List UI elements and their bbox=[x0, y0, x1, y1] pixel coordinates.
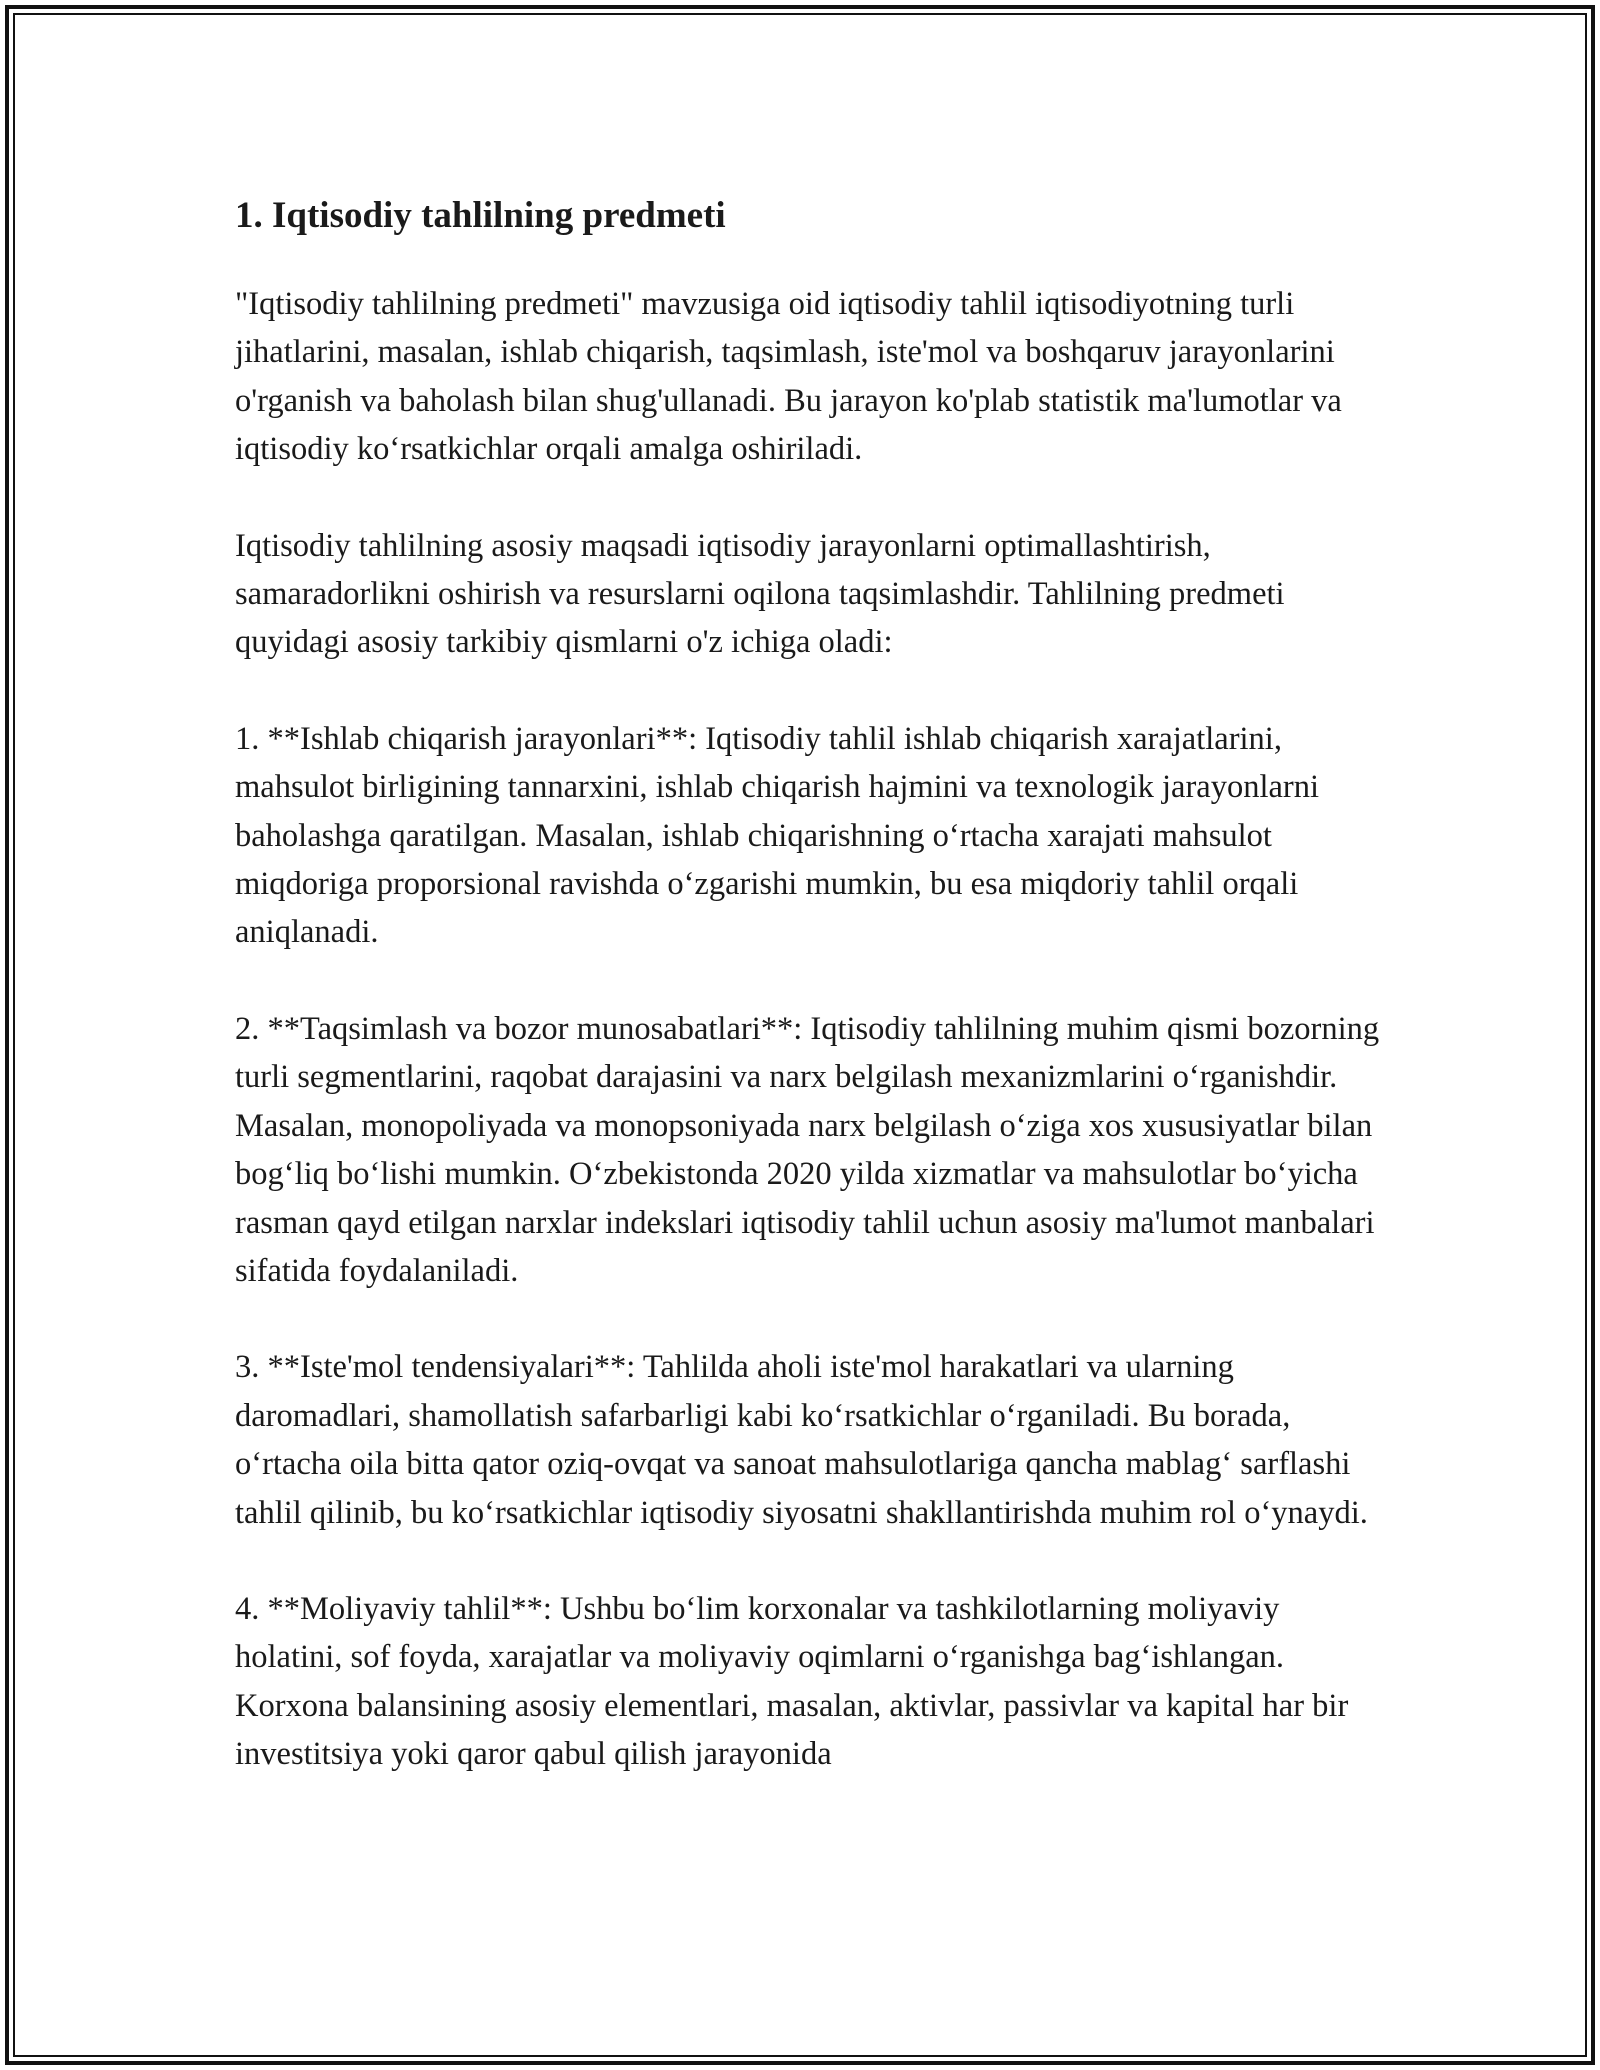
section-heading: 1. Iqtisodiy tahlilning predmeti bbox=[235, 195, 726, 236]
list-item-distribution: 2. **Taqsimlash va bozor munosabatlari**: Iqtisodiy tahlilning muhim qismi bozorning turli segmentlarini, raqobat darajasini va narx belgilash mexanizmlarini o‘rganishdir. Masalan, monopoliyada va monopsoniyada narx belgilash o‘ziga xos xususiyatlar bilan bog‘liq bo‘lishi mumkin. O‘zbekistonda 2020 yilda xizmatlar va mahsulotlar bo‘yicha rasman qayd etilgan narxlar indekslari iqtisodiy tahlil uchun asosiy ma'lumot manbalari sifatida foydalaniladi. bbox=[235, 1010, 1380, 1289]
list-item-finance: 4. **Moliyaviy tahlil**: Ushbu bo‘lim korxonalar va tashkilotlarning moliyaviy holatini, sof foyda, xarajatlar va moliyaviy oqimlarni o‘rganishga bag‘ishlangan. Korxona balansining asosiy elementlari, masalan, aktivlar, passivlar va kapital har bir investitsiya yoki qaror qabul qilish jarayonida bbox=[235, 1590, 1349, 1773]
goal-paragraph: Iqtisodiy tahlilning asosiy maqsadi iqtisodiy jarayonlarni optimallashtirish, samaradorlikni oshirish va resurslarni oqilona taqsimlashdir. Tahlilning predmeti quyidagi asosiy tarkibiy qismlarni o'z ichiga oladi: bbox=[235, 527, 1285, 661]
list-item-consumption: 3. **Iste'mol tendensiyalari**: Tahlilda aholi iste'mol harakatlari va ularning daromadlari, shamollatish safarbarligi kabi ko‘rsatkichlar o‘rganiladi. Bu borada, o‘rtacha oila bitta qator oziq-ovqat va sanoat mahsulotlariga qancha mablag‘ sarflashi tahlil qilinib, bu ko‘rsatkichlar iqtisodiy siyosatni shakllantirishda muhim rol o‘ynaydi. bbox=[235, 1349, 1368, 1531]
list-item-production: 1. **Ishlab chiqarish jarayonlari**: Iqtisodiy tahlil ishlab chiqarish xarajatlarini, mahsulot birligining tannarxini, ishlab chiqarish hajmini va texnologik jarayonlarni baholashga qaratilgan. Masalan, ishlab chiqarishning o‘rtacha xarajati mahsulot miqdoriga proporsional ravishda o‘zgarishi mumkin, bu esa miqdoriy tahlil orqali aniqlanadi. bbox=[235, 720, 1320, 951]
intro-paragraph: "Iqtisodiy tahlilning predmeti" mavzusiga oid iqtisodiy tahlil iqtisodiyotning turli jihatlarini, masalan, ishlab chiqarish, taqsimlash, iste'mol va boshqaruv jarayonlarini o'rganish va baholash bilan shug'ullanadi. Bu jarayon ko'plab statistik ma'lumotlar va iqtisodiy ko‘rsatkichlar orqali amalga oshiriladi. bbox=[235, 286, 1342, 468]
document-body bbox=[235, 180, 1385, 1827]
